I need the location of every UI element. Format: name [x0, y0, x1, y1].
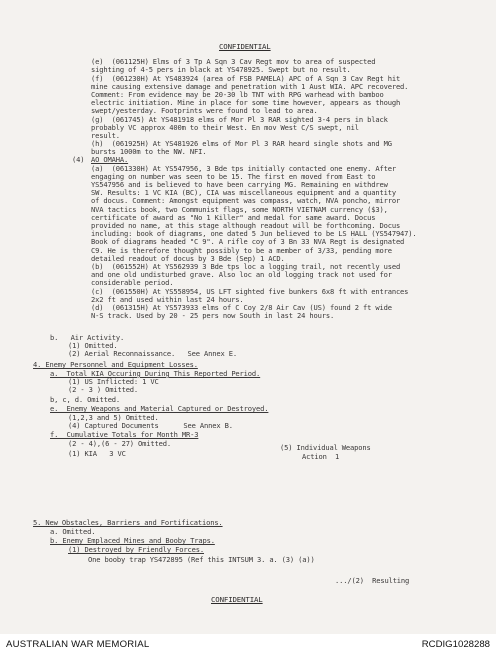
- text-line: (4) Captured Documents See Annex B.: [68, 421, 233, 430]
- text-line: (1) Omitted.: [68, 341, 118, 350]
- text-line: b, c, d. Omitted.: [50, 395, 121, 404]
- text-line: including: book of diagrams, one dated 5 Jun believed to be LS HALL (YS547947).: [91, 229, 417, 238]
- text-line: (1) KIA 3 VC: [68, 449, 126, 458]
- text-line: (c) (061550H) At YS558954, US LFT sighted five bunkers 6x8 ft with entrances: [91, 287, 409, 296]
- text-line: of docus. Comment: Amongst equipment was compass, watch, NVA poncho, mirror: [91, 196, 401, 205]
- text-line: Comment: From evidence may be 20-30 lb TNT with RPG warhead with bamboo: [91, 90, 384, 99]
- mines-heading: b. Enemy Emplaced Mines and Booby Traps.: [50, 536, 215, 545]
- continuation-note: .../(2) Resulting: [335, 576, 410, 585]
- cumulative-totals-heading: f. Cumulative Totals for Month MR-3: [50, 430, 199, 439]
- text-line: (f) (061230H) At YS483924 (area of FSB PAMELA) APC of A Sqn 3 Cav Regt hit: [91, 74, 401, 83]
- section-5-heading: 5. New Obstacles, Barriers and Fortifications.: [33, 518, 223, 527]
- text-line: (g) (061745) At YS481918 elms of Mor Pl 3 RAR sighted 3-4 pers in black: [91, 115, 388, 124]
- text-line: (2 - 4),(6 - 27) Omitted.: [68, 439, 172, 448]
- air-activity-heading: b. Air Activity.: [50, 333, 125, 342]
- destroyed-heading: (1) Destroyed by Friendly Forces.: [68, 545, 204, 554]
- text-line: (2) Aerial Reconnaissance. See Annex E.: [68, 349, 237, 358]
- archive-name: AUSTRALIAN WAR MEMORIAL: [6, 639, 150, 650]
- text-line: (h) (061925H) At YS481926 elms of Mor Pl 3 RAR heard single shots and MG: [91, 139, 392, 148]
- ao-omaha-heading: AO OMAHA.: [91, 155, 129, 164]
- classification-footer: CONFIDENTIAL: [211, 595, 263, 604]
- text-line: SW. Results: 1 VC KIA (BC), CIA was miscellaneous equipment and a quantity: [91, 188, 396, 197]
- text-line: certificate of award as "No 1 Killer" and medal for same award. Docus: [91, 213, 376, 222]
- text-line: NVA tactics book, two Communist flags, some NORTH VIETNAM currency ($3),: [91, 205, 388, 214]
- text-line: result.: [91, 131, 120, 140]
- text-line: mine causing extensive damage and penetration with 1 Aust WIA. APC recovered.: [91, 82, 409, 91]
- archive-footer-bar: [0, 634, 496, 654]
- text-line: (1,2,3 and 5) Omitted.: [68, 413, 159, 422]
- text-line: Book of diagrams headed "C 9". A rifle coy of 3 Bn 33 NVA Regt is designated: [91, 237, 405, 246]
- classification-header: CONFIDENTIAL: [219, 42, 271, 51]
- text-line: (5) Individual Weapons: [280, 443, 371, 452]
- text-line: considerable period.: [91, 278, 174, 287]
- enemy-weapons-heading: e. Enemy Weapons and Material Captured or Destroyed.: [50, 404, 269, 413]
- text-line: provided no name, at this stage although readout will be forthcoming. Docus: [91, 221, 401, 230]
- text-line: detailed readout of docus by 3 Bde (Sep) 1 ACD.: [91, 254, 285, 263]
- text-line: and one old undisturbed grave. Also loc an old logging track not used for: [91, 270, 392, 279]
- text-line: (d) (061315H) At YS573933 elms of C Coy 2/8 Air Cav (US) found 2 ft wide: [91, 303, 392, 312]
- text-line: engaging on number was seen to be 15. The first en moved from East to: [91, 172, 376, 181]
- section-4-heading: 4. Enemy Personnel and Equipment Losses.: [33, 360, 198, 369]
- text-line: sighting of 4-5 pers in black at YS478925. Swept but no result.: [91, 65, 351, 74]
- archive-reference-id: RCDIG1028288: [421, 639, 490, 650]
- text-line: probably VC approx 400m to their West. En mov West C/S swept, nil: [91, 123, 359, 132]
- text-line: C9. He is therefore thought possibly to be a member of 3/33, pending more: [91, 246, 392, 255]
- text-line: One booby trap YS472895 (Ref this INTSUM 3. a. (3) (a)): [88, 555, 315, 564]
- item-4-marker: (4): [72, 155, 85, 164]
- text-line: (b) (061552H) At YS562939 3 Bde tps loc a logging trail, not recently used: [91, 262, 401, 271]
- text-line: Action 1: [302, 452, 340, 461]
- text-line: (1) US Inflicted: 1 VC: [68, 377, 159, 386]
- total-kia-heading: a. Total KIA Occuring During This Reported Period.: [50, 369, 261, 378]
- text-line: bursts 1000m to the NW. NFI.: [91, 147, 207, 156]
- text-line: (e) (061125H) Elms of 3 Tp A Sqn 3 Cav Regt mov to area of suspected: [91, 57, 376, 66]
- text-line: (2 - 3 ) Omitted.: [68, 385, 139, 394]
- text-line: a. Omitted.: [50, 527, 96, 536]
- text-line: N-S track. Used by 20 - 25 pers now South in last 24 hours.: [91, 311, 335, 320]
- text-line: (a) (061330H) At YS547956, 3 Bde tps initially contacted one enemy. After: [91, 164, 396, 173]
- text-line: electric initiation. Mine in place for some time however, appears as though: [91, 98, 401, 107]
- text-line: YS547956 and is believed to have been carrying MG. Remaining en withdrew: [91, 180, 388, 189]
- text-line: 2x2 ft and used within last 24 hours.: [91, 295, 244, 304]
- text-line: swept/yesterday. Footprints were found to lead to area.: [91, 106, 318, 115]
